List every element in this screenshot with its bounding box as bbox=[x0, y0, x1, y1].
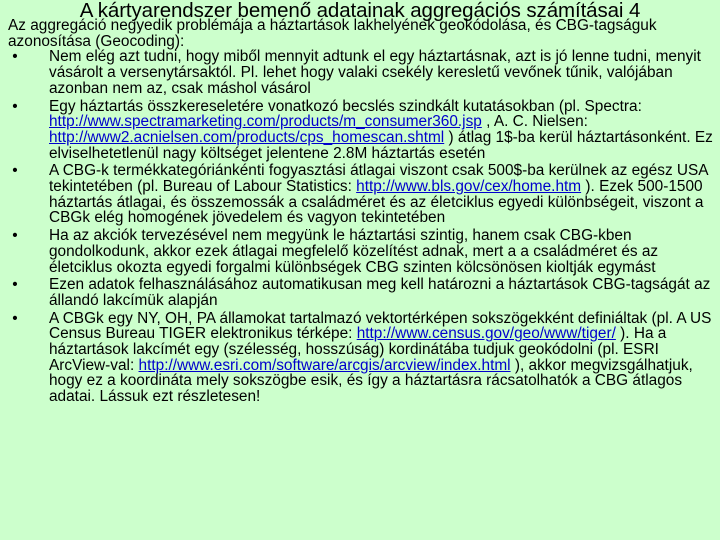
bullet-5-text: Ezen adatok felhasználásához automatikusan meg kell határozni a háztartások CBG-tagságát az állandó lakcímük alapján bbox=[49, 276, 711, 309]
bullet-item-6 bbox=[8, 311, 716, 405]
bullet-icon: • bbox=[12, 97, 18, 115]
bullet-list bbox=[8, 49, 716, 404]
bullet-icon: • bbox=[12, 276, 18, 294]
bullet-icon: • bbox=[12, 162, 18, 180]
bullet-item-1 bbox=[8, 49, 716, 96]
intro-paragraph: Az aggregáció negyedik problémája a háztartások lakhelyének geokódolása, és CBG-tagságuk azonosítása (Geocoding): bbox=[8, 17, 657, 50]
bullet-icon: • bbox=[12, 227, 18, 245]
acnielsen-link[interactable]: http://www2.acnielsen.com/products/cps_homescan.shtml bbox=[49, 128, 445, 146]
bullet-6-text-b: ). Ha a háztartások lakcímét egy (szélesség, hosszúság) kordinátába tudjuk geokódolni (pl. ESRI ArcView-val: bbox=[49, 325, 667, 374]
slide-content bbox=[8, 18, 716, 407]
bls-link[interactable]: http://www.bls.gov/cex/home.htm bbox=[356, 178, 582, 196]
bullet-item-2 bbox=[8, 99, 716, 162]
census-tiger-link[interactable]: http://www.census.gov/geo/www/tiger/ bbox=[356, 325, 616, 343]
bullet-2-text-b: , A. C. Nielsen: bbox=[481, 113, 588, 131]
bullet-item-4 bbox=[8, 228, 716, 275]
bullet-6-text-c: ), akkor megvizsgálhatjuk, hogy ez a koordináta mely sokszögbe esik, és így a háztartásra rácsatolhatók a CBG átlagos adatai. Lássuk ezt részletesen! bbox=[49, 356, 693, 406]
bullet-icon: • bbox=[12, 48, 18, 66]
bullet-3-text-b: ). Ezek 500-1500 háztartás átlagai, és összemossák a családméret és az életciklus egyedi különbségeit, viszont a CBGk elég homogének jövedelem és vagyon tekintetében bbox=[49, 178, 704, 227]
bullet-6-text-a: A CBGk egy NY, OH, PA államokat tartalmazó vektortérképen sokszögekként definiáltak (pl. A US Census Bureau TIGER elektronikus térképe: bbox=[49, 309, 712, 343]
slide-title: A kártyarendszer bemenő adatainak aggregációs számításai 4 bbox=[79, 0, 641, 22]
bullet-1-text: Nem elég azt tudni, hogy miből mennyit adtunk el egy háztartásnak, azt is jó lenne tudni, menyit vásárolt a versenytársaktól. Pl. lehet hogy valaki csekély keresletű vevőnek tűnik, valójában azonban nem az, csak máshol vásárol bbox=[49, 48, 701, 97]
bullet-2-text-c: ) átlag 1$-ba kerül háztartásonként. Ez elviselhetetlenül nagy költséget jelentene 2.8M háztartás esetén bbox=[49, 128, 713, 162]
esri-arcview-link[interactable]: http://www.esri.com/software/arcgis/arcview/index.html bbox=[138, 356, 511, 374]
bullet-item-5 bbox=[8, 277, 716, 308]
bullet-2-text-a: Egy háztartás összkereseletére vonatkozó becslés szindkált kutatásokban (pl. Spectra: bbox=[49, 97, 642, 115]
bullet-3-text-a: A CBG-k termékkategóriánkénti fogyasztási átlagai viszont csak 500$-ba kerülnek az egész USA tekintetében (pl. Bureau of Labour Statistics: bbox=[49, 162, 708, 196]
spectra-link[interactable]: http://www.spectramarketing.com/products/m_consumer360.jsp bbox=[49, 113, 482, 131]
bullet-4-text: Ha az akciók tervezésével nem megyünk le háztartási szintig, hanem csak CBG-kben gondolkodunk, akkor ezek átlagai megfelelő közelítést adnak, mert a a családméret és az életciklus okozta egyedi forgalmi különbségek CBG szinten kölcsönösen kioltják egymást bbox=[49, 227, 659, 276]
bullet-item-3 bbox=[8, 163, 716, 226]
bullet-icon: • bbox=[12, 309, 18, 327]
